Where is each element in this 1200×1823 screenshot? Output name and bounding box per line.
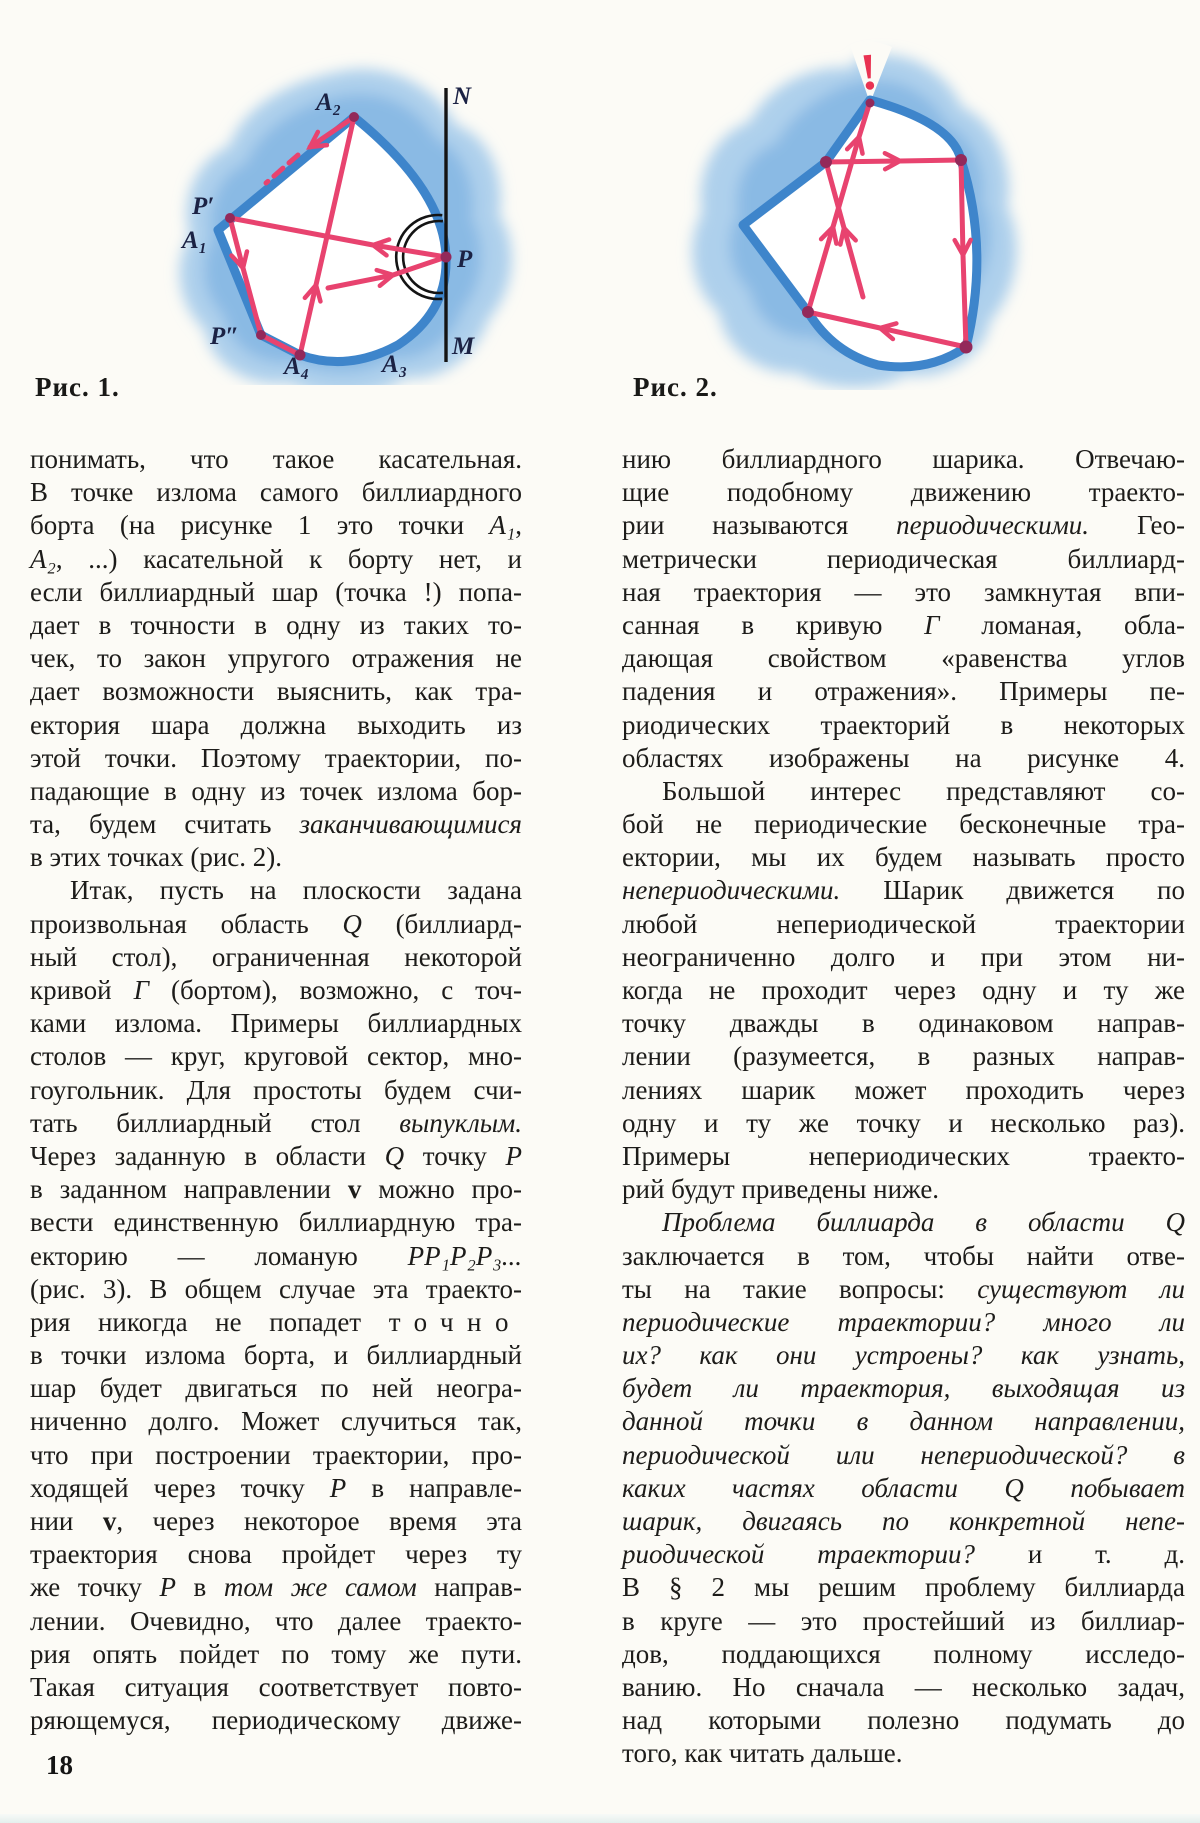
text-line: Итак, пусть на плоскости задана [70, 875, 522, 906]
text-line: рия опять пойдет по тому же пути. [30, 1638, 522, 1669]
text-line: в круге — это простейший из биллиар- [622, 1605, 1185, 1636]
text-line: непериодическими. Шарик движется по [622, 875, 1185, 906]
text-line: дает возможности выяснить, как тра- [30, 676, 522, 707]
label-A1: A₁ [182, 227, 208, 254]
text-line: гоугольник. Для простоты будем счи- [30, 1074, 522, 1105]
text-line: когда не проходит через одну и ту же [622, 975, 1185, 1005]
text-line: понимать, что такое касательная. [30, 444, 522, 474]
text-line: Проблема биллиарда в области Q [662, 1207, 1185, 1238]
figures-row [0, 0, 1200, 420]
text-line: над которыми полезно подумать до [622, 1705, 1185, 1736]
text-line: падения и отражения». Примеры пе- [622, 676, 1185, 707]
text-line: метрически периодическая биллиард- [622, 543, 1185, 574]
text-line: периодической или непериодической? в [622, 1439, 1185, 1470]
text-line: та, будем считать заканчивающимися [30, 809, 522, 840]
text-line: борта (на рисунке 1 это точки A₁, [30, 510, 522, 541]
text-line: что при построении траектории, про- [30, 1439, 522, 1470]
text-line: лении. Очевидно, что далее траекто- [30, 1605, 522, 1636]
text-line: ная траектория — это замкнутая впи- [622, 576, 1185, 607]
text-line: одну и ту же точку и несколько раз). [622, 1107, 1185, 1138]
text-line: если биллиардный шар (точка !) попа- [30, 576, 522, 607]
text-line: нию биллиардного шарика. Отвечаю- [622, 444, 1185, 474]
text-line: дающая свойством «равенства углов [622, 643, 1185, 674]
text-line: Большой интерес представляют со- [662, 775, 1185, 806]
text-line: в заданном направлении v можно про- [30, 1174, 522, 1205]
label-A2: A₂ [316, 89, 342, 116]
text-line: щие подобному движению траекто- [622, 477, 1185, 508]
page-number: 18 [46, 1750, 73, 1780]
label-P: P [457, 246, 473, 273]
text-line: ванию. Но сначала — несколько задач, [622, 1671, 1185, 1702]
text-line: бой не периодические бесконечные тра- [622, 809, 1185, 840]
text-line: столов — круг, круговой сектор, мно- [30, 1041, 522, 1072]
text-line: ками излома. Примеры биллиардных [30, 1008, 522, 1039]
text-line: лении (разумеется, в разных направ- [622, 1041, 1185, 1072]
text-line: екторию — ломаную PP₁P₂P₃... [30, 1240, 522, 1271]
paragraph [622, 1206, 1185, 1770]
label-A3: A₃ [382, 351, 408, 378]
text-line: их? как они устроены? как узнать, [622, 1340, 1185, 1371]
text-line: ниченно долго. Может случиться так, [30, 1406, 522, 1437]
text-line: ный стол), ограниченная некоторой [30, 941, 522, 972]
text-line: рий будут приведены ниже. [622, 1174, 940, 1205]
figure-2-caption: Рис. 2. [633, 372, 718, 402]
text-line: A₂, ...) касательной к борту нет, и [30, 543, 522, 574]
text-line: (рис. 3). В общем случае эта траекто- [30, 1273, 522, 1304]
text-line: траектория снова пройдет через ту [30, 1539, 522, 1570]
figure-2-billiard-table [648, 15, 1078, 390]
text-line: ходящей через точку P в направле- [30, 1472, 522, 1503]
text-line: дов, поддающихся полному исследо- [622, 1638, 1185, 1669]
text-line: в этих точках (рис. 2). [30, 842, 283, 873]
label-M: M [452, 333, 475, 360]
text-line: в точки излома борта, и биллиардный [30, 1340, 522, 1371]
text-line: областях изображены на рисунке 4. [622, 742, 1185, 773]
paragraph [30, 443, 522, 874]
paragraph [622, 775, 1185, 1206]
text-line: этой точки. Поэтому траектории, по- [30, 742, 522, 773]
text-line: нии v, через некоторое время эта [30, 1506, 523, 1536]
text-line: будет ли траектория, выходящая из [622, 1373, 1185, 1404]
label-P-prime: P′ [192, 193, 215, 220]
text-line: ектории, мы их будем называть просто [622, 842, 1185, 873]
text-line: вести единственную биллиардную тра- [30, 1207, 522, 1238]
text-line: заключается в том, чтобы найти отве- [622, 1240, 1185, 1271]
label-A4: A₄ [284, 353, 310, 380]
text-line: рия никогда не попадет точно [30, 1306, 522, 1337]
text-line: риодических траекторий в некоторых [622, 709, 1185, 740]
figure-1-caption: Рис. 1. [35, 372, 120, 402]
text-line: ряющемуся, периодическому движе- [30, 1705, 522, 1736]
label-N: N [453, 83, 472, 110]
text-line: того, как читать дальше. [622, 1738, 903, 1769]
figure-1-billiard-table [148, 40, 548, 385]
text-line: рии называются периодическими. Гео- [622, 510, 1185, 541]
text-line: же точку P в том же самом направ- [30, 1572, 523, 1603]
text-line: каких частях области Q побывает [622, 1472, 1185, 1503]
text-line: шар будет двигаться по ней неогра- [30, 1373, 522, 1404]
text-line: неограниченно долго и при этом ни- [622, 941, 1185, 972]
text-line: любой непериодической траектории [622, 908, 1185, 939]
text-line: чек, то закон упругого отражения не [30, 643, 522, 674]
text-line: точку дважды в одинаковом направ- [622, 1008, 1185, 1039]
exclamation-mark: ! [857, 43, 880, 102]
text-column-right [622, 443, 1185, 1771]
text-line: кривой Γ (бортом), возможно, с точ- [30, 975, 522, 1005]
text-line: Примеры непериодических траекто- [622, 1140, 1185, 1171]
text-line: В точке излома самого биллиардного [30, 477, 522, 508]
paragraph [30, 874, 522, 1737]
text-column-left [30, 443, 522, 1737]
text-line: падающие в одну из точек излома бор- [30, 775, 522, 806]
label-P-double-prime: P″ [210, 323, 240, 350]
page-bottom-scan-edge [0, 1814, 1200, 1823]
text-line: лениях шарик может проходить через [622, 1074, 1185, 1105]
text-line: периодические траектории? много ли [622, 1306, 1185, 1337]
text-line: произвольная область Q (биллиард- [30, 908, 522, 939]
paragraph [622, 443, 1185, 775]
text-line: шарик, двигаясь по конкретной непе- [622, 1506, 1185, 1536]
text-line: санная в кривую Γ ломаная, обла- [622, 609, 1185, 640]
text-line: Через заданную в области Q точку P [30, 1140, 522, 1171]
text-line: риодической траектории? и т. д. [622, 1539, 1185, 1570]
text-line: ты на такие вопросы: существуют ли [622, 1273, 1185, 1304]
text-line: ектория шара должна выходить из [30, 709, 522, 740]
text-line: дает в точности в одну из таких то- [30, 609, 522, 640]
text-line: В § 2 мы решим проблему биллиарда [622, 1572, 1185, 1603]
text-line: данной точки в данном направлении, [622, 1406, 1185, 1437]
text-line: Такая ситуация соответствует повто- [30, 1671, 522, 1702]
text-line: тать биллиардный стол выпуклым. [30, 1107, 522, 1138]
